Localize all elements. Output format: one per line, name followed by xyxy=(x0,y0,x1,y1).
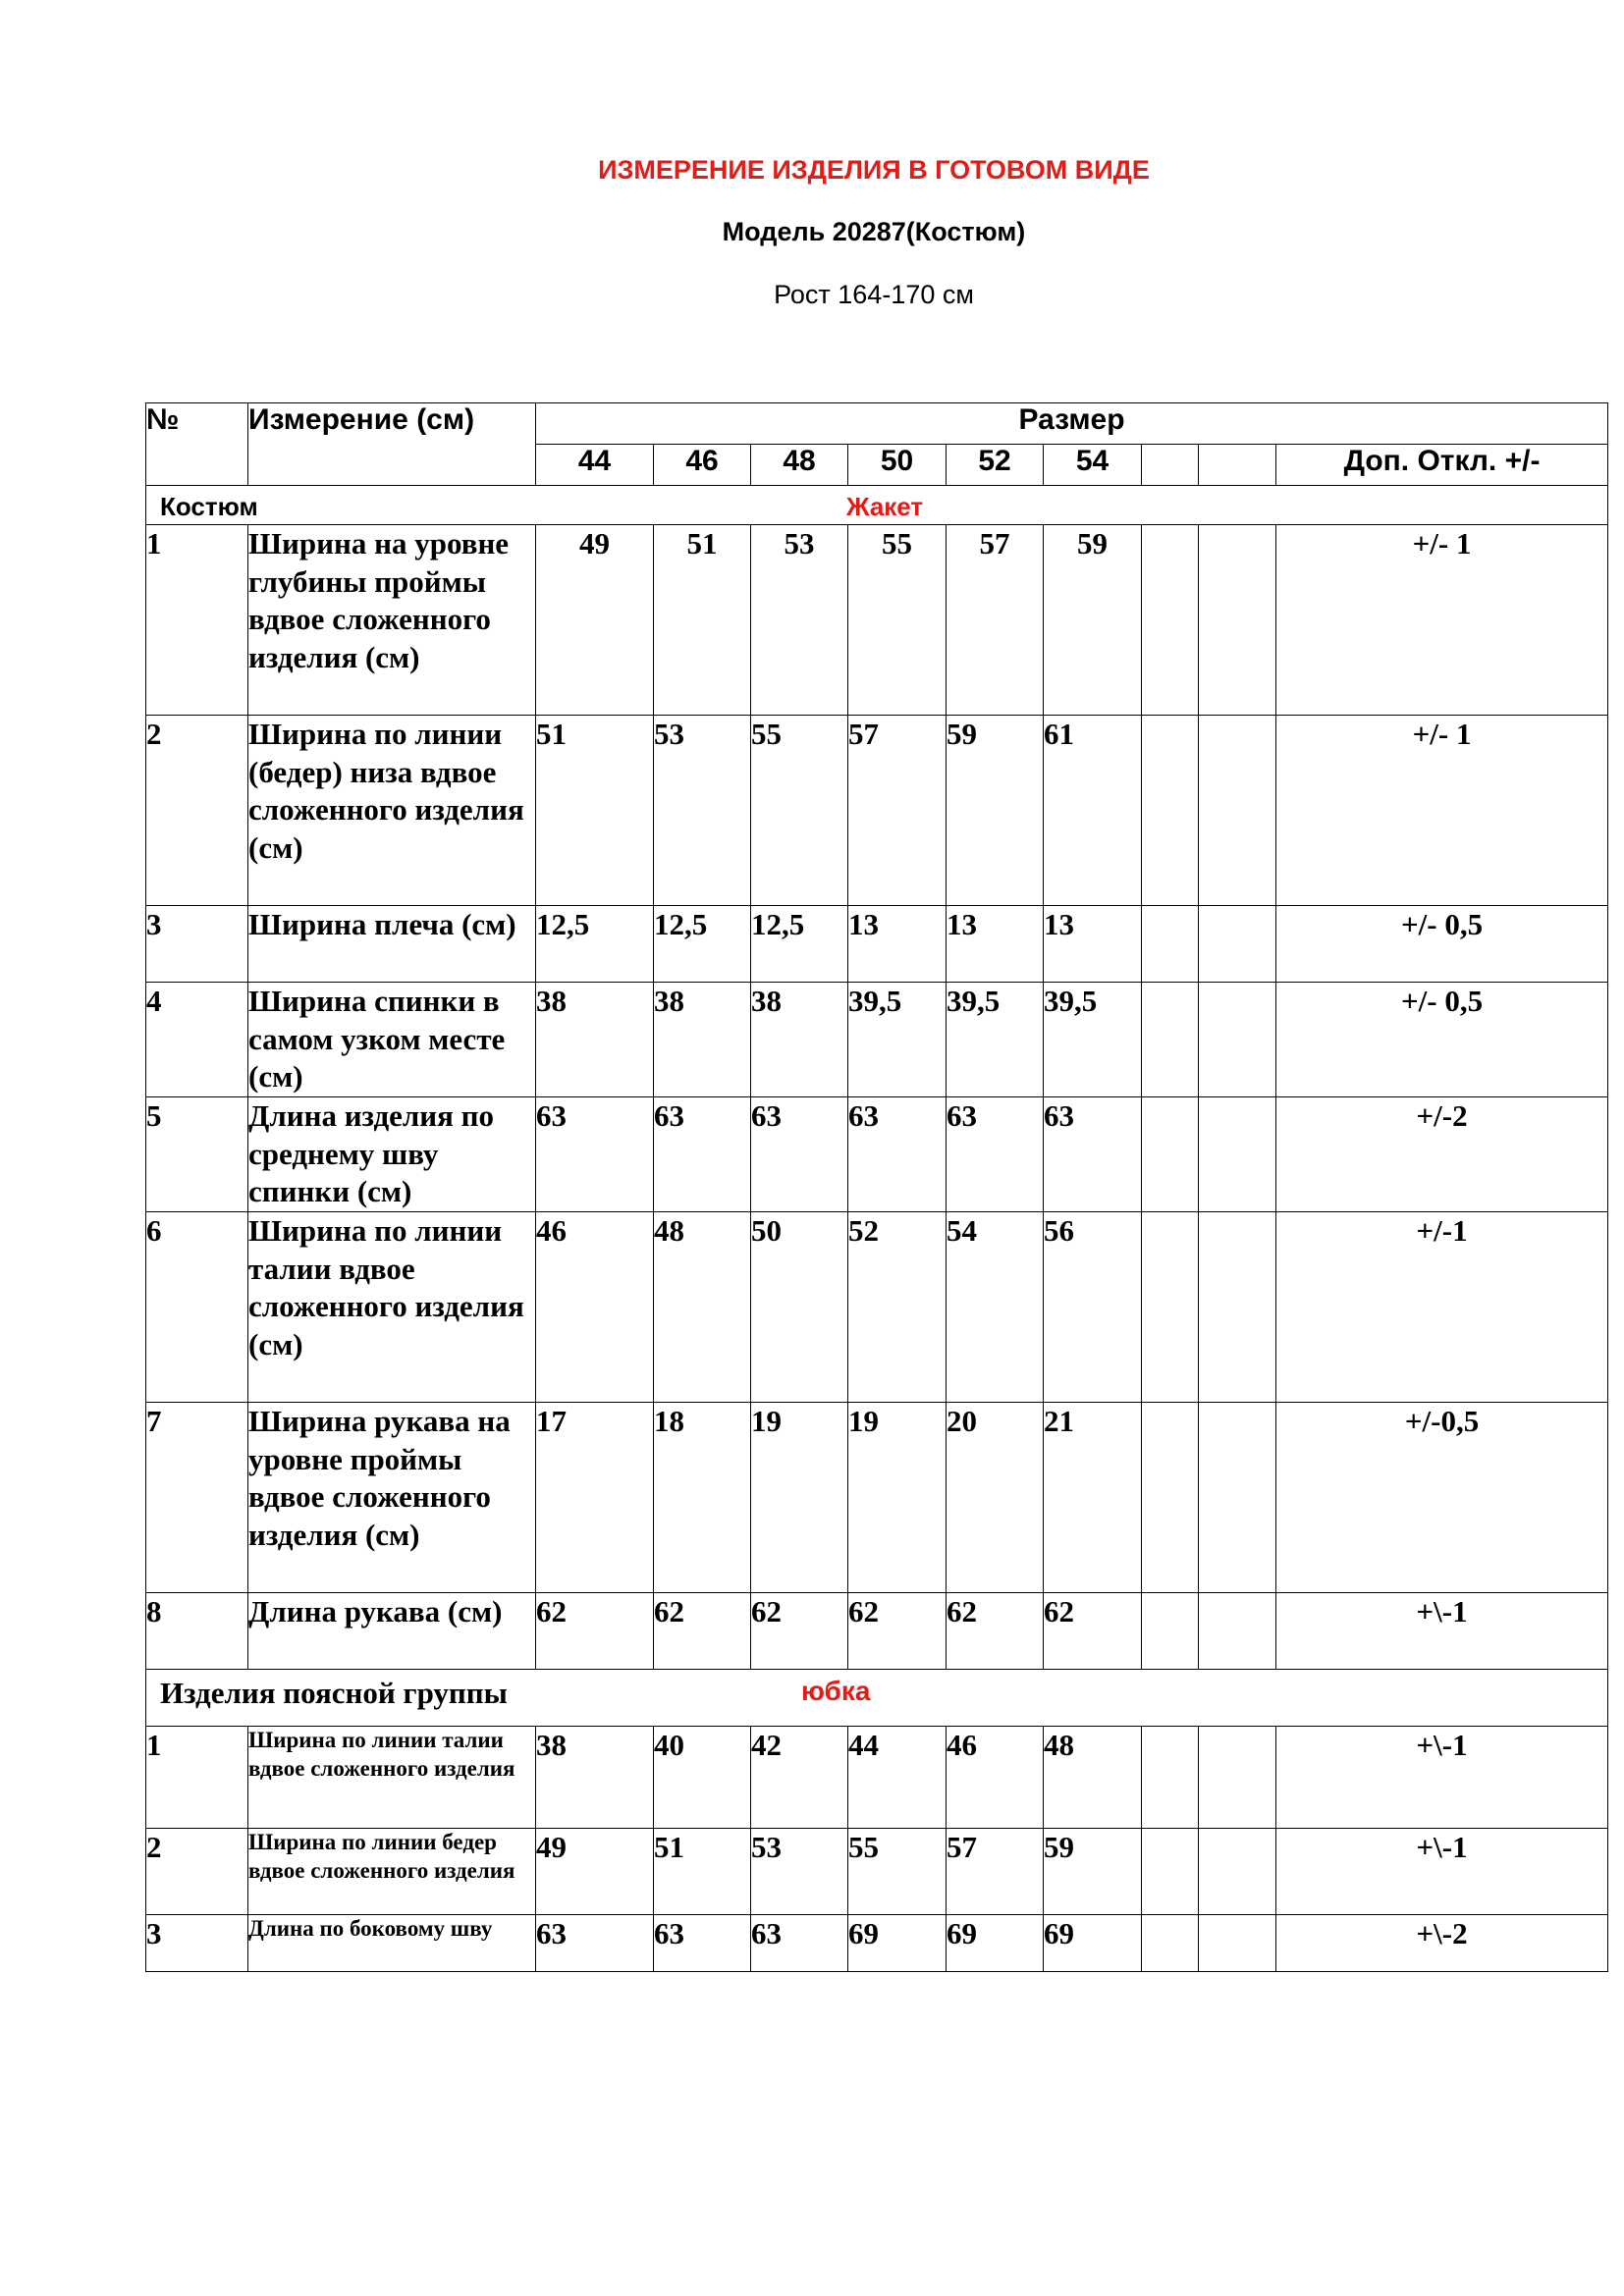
tolerance-value: +/- 1 xyxy=(1276,716,1608,906)
row-number: 8 xyxy=(146,1593,248,1670)
measurement-name: Ширина спинки в самом узком месте (см) xyxy=(248,983,536,1097)
empty-cell xyxy=(1142,525,1199,716)
size-header-cell: 46 xyxy=(654,445,751,486)
size-value: 59 xyxy=(947,716,1044,906)
size-value: 53 xyxy=(654,716,751,906)
size-value: 50 xyxy=(751,1212,848,1403)
empty-cell xyxy=(1142,716,1199,906)
measurement-name: Длина изделия по среднему шву спинки (см) xyxy=(248,1097,536,1212)
size-value: 38 xyxy=(536,983,654,1097)
tolerance-value: +\-1 xyxy=(1276,1829,1608,1915)
table-row xyxy=(146,983,1608,1097)
tolerance-value: +\-1 xyxy=(1276,1727,1608,1829)
empty-cell xyxy=(1142,1403,1199,1593)
tolerance-value: +\-2 xyxy=(1276,1915,1608,1972)
row-number: 7 xyxy=(146,1403,248,1593)
size-value: 63 xyxy=(947,1097,1044,1212)
size-value: 63 xyxy=(654,1097,751,1212)
empty-cell xyxy=(1142,1727,1199,1829)
empty-cell xyxy=(1142,906,1199,983)
empty-size-cell xyxy=(1142,445,1199,486)
empty-cell xyxy=(1142,983,1199,1097)
empty-cell xyxy=(1199,1915,1276,1972)
size-header-cell: 52 xyxy=(947,445,1044,486)
size-value: 38 xyxy=(751,983,848,1097)
size-value: 62 xyxy=(751,1593,848,1670)
empty-cell xyxy=(1142,1097,1199,1212)
row-number: 3 xyxy=(146,1915,248,1972)
table-row xyxy=(146,716,1608,906)
size-value: 63 xyxy=(536,1915,654,1972)
row-number: 3 xyxy=(146,906,248,983)
tolerance-value: +/- 1 xyxy=(1276,525,1608,716)
size-value: 59 xyxy=(1044,1829,1142,1915)
size-value: 48 xyxy=(654,1212,751,1403)
size-value: 42 xyxy=(751,1727,848,1829)
size-value: 51 xyxy=(654,525,751,716)
size-value: 20 xyxy=(947,1403,1044,1593)
size-value: 38 xyxy=(536,1727,654,1829)
size-value: 62 xyxy=(536,1593,654,1670)
size-value: 17 xyxy=(536,1403,654,1593)
size-value: 46 xyxy=(536,1212,654,1403)
measurement-name: Ширина рукава на уровне проймы вдвое сложенного изделия (см) xyxy=(248,1403,536,1593)
empty-cell xyxy=(1142,1915,1199,1972)
size-value: 52 xyxy=(848,1212,947,1403)
size-value: 46 xyxy=(947,1727,1044,1829)
size-value: 57 xyxy=(947,1829,1044,1915)
empty-cell xyxy=(1199,525,1276,716)
size-value: 63 xyxy=(751,1915,848,1972)
size-value: 39,5 xyxy=(947,983,1044,1097)
size-value: 55 xyxy=(751,716,848,906)
empty-size-cell xyxy=(1199,445,1276,486)
section-row-skirt xyxy=(146,1670,1608,1727)
section-label-suit: Костюм xyxy=(160,491,258,521)
section-label-jacket: Жакет xyxy=(846,491,924,521)
size-value: 51 xyxy=(654,1829,751,1915)
model-name: Модель 20287(Костюм) xyxy=(722,217,1026,246)
header-number: № xyxy=(146,403,248,486)
empty-cell xyxy=(1199,1212,1276,1403)
height-range: Рост 164-170 см xyxy=(774,280,974,309)
size-value: 18 xyxy=(654,1403,751,1593)
measurement-name: Ширина на уровне глубины проймы вдвое сложенного изделия (см) xyxy=(248,525,536,716)
empty-cell xyxy=(1142,1829,1199,1915)
row-number: 2 xyxy=(146,716,248,906)
size-value: 13 xyxy=(1044,906,1142,983)
header-measurement: Измерение (см) xyxy=(248,403,536,486)
table-row xyxy=(146,906,1608,983)
empty-cell xyxy=(1199,716,1276,906)
empty-cell xyxy=(1199,1593,1276,1670)
tolerance-value: +/- 0,5 xyxy=(1276,983,1608,1097)
empty-cell xyxy=(1199,983,1276,1097)
tolerance-value: +/-2 xyxy=(1276,1097,1608,1212)
measurement-name: Ширина по линии бедер вдвое сложенного изделия xyxy=(248,1829,536,1915)
size-value: 48 xyxy=(1044,1727,1142,1829)
size-value: 56 xyxy=(1044,1212,1142,1403)
row-number: 2 xyxy=(146,1829,248,1915)
empty-cell xyxy=(1199,1403,1276,1593)
size-value: 12,5 xyxy=(536,906,654,983)
size-value: 13 xyxy=(947,906,1044,983)
tolerance-value: +/- 0,5 xyxy=(1276,906,1608,983)
size-value: 39,5 xyxy=(848,983,947,1097)
header-size: Размер xyxy=(536,403,1608,445)
table-row xyxy=(146,1727,1608,1829)
header-tolerance: Доп. Откл. +/- xyxy=(1276,445,1608,486)
row-number: 1 xyxy=(146,1727,248,1829)
empty-cell xyxy=(1142,1212,1199,1403)
size-value: 40 xyxy=(654,1727,751,1829)
size-value: 63 xyxy=(848,1097,947,1212)
table-row xyxy=(146,525,1608,716)
size-value: 57 xyxy=(848,716,947,906)
size-value: 51 xyxy=(536,716,654,906)
size-value: 12,5 xyxy=(751,906,848,983)
tolerance-value: +/-0,5 xyxy=(1276,1403,1608,1593)
size-value: 57 xyxy=(947,525,1044,716)
empty-cell xyxy=(1142,1593,1199,1670)
size-value: 62 xyxy=(1044,1593,1142,1670)
row-number: 1 xyxy=(146,525,248,716)
empty-cell xyxy=(1199,906,1276,983)
tolerance-value: +\-1 xyxy=(1276,1593,1608,1670)
size-value: 62 xyxy=(947,1593,1044,1670)
table-row xyxy=(146,1829,1608,1915)
size-value: 63 xyxy=(1044,1097,1142,1212)
size-header-cell: 50 xyxy=(848,445,947,486)
size-value: 19 xyxy=(848,1403,947,1593)
measurement-name: Ширина по линии талии вдвое сложенного изделия xyxy=(248,1727,536,1829)
size-value: 53 xyxy=(751,1829,848,1915)
row-number: 4 xyxy=(146,983,248,1097)
section-label-skirt: юбка xyxy=(801,1676,871,1706)
size-value: 63 xyxy=(654,1915,751,1972)
measurement-name: Ширина по линии (бедер) низа вдвое сложенного изделия (см) xyxy=(248,716,536,906)
size-value: 39,5 xyxy=(1044,983,1142,1097)
size-value: 49 xyxy=(536,525,654,716)
row-number: 5 xyxy=(146,1097,248,1212)
size-value: 61 xyxy=(1044,716,1142,906)
size-value: 62 xyxy=(654,1593,751,1670)
table-row xyxy=(146,1915,1608,1972)
table-row xyxy=(146,1212,1608,1403)
size-value: 69 xyxy=(1044,1915,1142,1972)
size-value: 69 xyxy=(947,1915,1044,1972)
measurement-name: Ширина плеча (см) xyxy=(248,906,536,983)
measurement-name: Длина по боковому шву xyxy=(248,1915,536,1972)
empty-cell xyxy=(1199,1097,1276,1212)
size-value: 55 xyxy=(848,525,947,716)
size-value: 13 xyxy=(848,906,947,983)
size-value: 19 xyxy=(751,1403,848,1593)
size-value: 69 xyxy=(848,1915,947,1972)
section-row-jacket xyxy=(146,486,1608,525)
size-header-cell: 44 xyxy=(536,445,654,486)
empty-cell xyxy=(1199,1829,1276,1915)
size-value: 55 xyxy=(848,1829,947,1915)
size-value: 63 xyxy=(751,1097,848,1212)
table-row xyxy=(146,1403,1608,1593)
size-value: 54 xyxy=(947,1212,1044,1403)
measurement-name: Ширина по линии талии вдвое сложенного изделия (см) xyxy=(248,1212,536,1403)
tolerance-value: +/-1 xyxy=(1276,1212,1608,1403)
row-number: 6 xyxy=(146,1212,248,1403)
size-value: 62 xyxy=(848,1593,947,1670)
section-label-waist-group: Изделия поясной группы xyxy=(160,1676,508,1710)
measurement-table xyxy=(145,402,1608,1972)
size-value: 63 xyxy=(536,1097,654,1212)
table-row xyxy=(146,1593,1608,1670)
size-header-cell: 48 xyxy=(751,445,848,486)
size-value: 38 xyxy=(654,983,751,1097)
empty-cell xyxy=(1199,1727,1276,1829)
size-value: 59 xyxy=(1044,525,1142,716)
table-row xyxy=(146,1097,1608,1212)
size-value: 53 xyxy=(751,525,848,716)
size-value: 21 xyxy=(1044,1403,1142,1593)
size-value: 12,5 xyxy=(654,906,751,983)
table-header-row xyxy=(146,403,1608,445)
size-value: 49 xyxy=(536,1829,654,1915)
document-title: ИЗМЕРЕНИЕ ИЗДЕЛИЯ В ГОТОВОМ ВИДЕ xyxy=(598,155,1150,185)
measurement-name: Длина рукава (см) xyxy=(248,1593,536,1670)
size-header-cell: 54 xyxy=(1044,445,1142,486)
size-value: 44 xyxy=(848,1727,947,1829)
